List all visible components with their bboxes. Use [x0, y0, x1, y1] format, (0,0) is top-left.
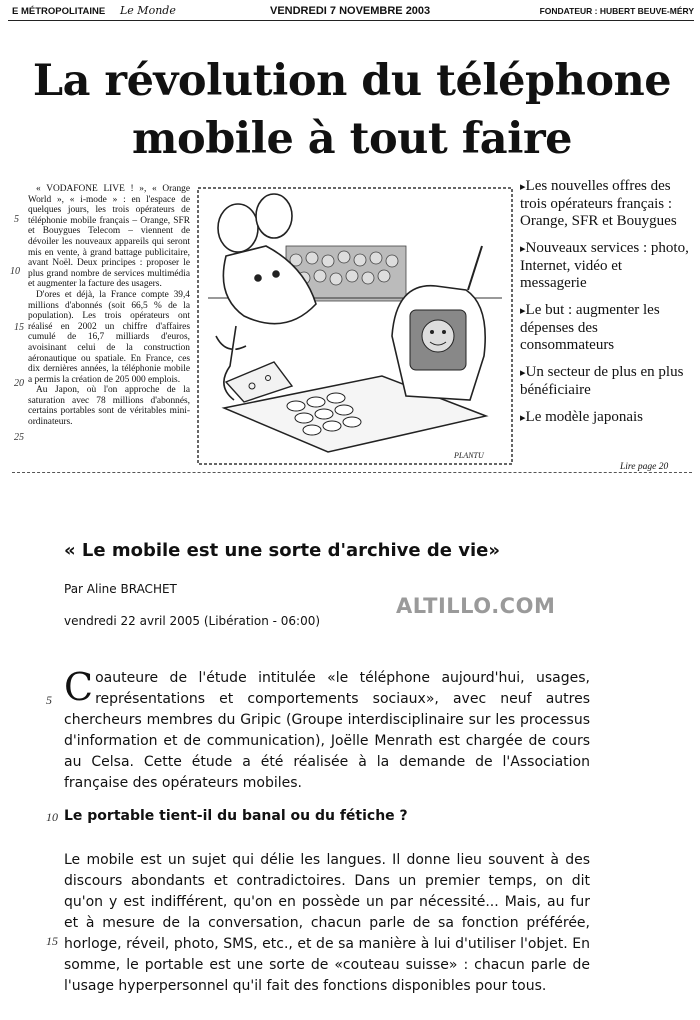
article-subhead: Le portable tient-il du banal ou du fétiche ? — [64, 808, 408, 824]
masthead-paper: Le Monde — [120, 4, 176, 17]
line-number: 15 — [46, 934, 58, 948]
dropcap: C — [64, 665, 94, 709]
arrow-icon: ▸ — [520, 367, 526, 379]
arrow-icon: ▸ — [520, 243, 526, 255]
arrow-icon: ▸ — [520, 181, 526, 193]
lead-paragraph-1: « VODAFONE LIVE ! », « Orange World », « i-mode » : en l'espace de quelques jours, les trois opérateurs de téléphonie mobile français – Orange, SFR et Bouygues Telecom – viennent de dévoiler les nouveaux appareils qui seront mis en vente, à grand battage publicitaire, avant Noël. Deux principes : proposer le plus grand nombre de services multimédia et augmenter la facture des usagers. — [28, 184, 190, 290]
line-number: 5 — [14, 214, 19, 225]
list-item: ▸Le but : augmenter les dépenses des consommateurs — [520, 302, 660, 353]
divider — [12, 472, 692, 473]
article-intro — [64, 665, 590, 794]
list-item: ▸Nouveaux services : photo, Internet, vidéo et messagerie — [520, 240, 689, 291]
lead-paragraph-2: D'ores et déjà, la France compte 39,4 millions d'abonnés (soit 66,5 % de la population). Les trois opérateurs ont réalisé en 2002 un chiffre d'affaires cumulé de 16,7 milliards d'euros, avoisinant celui de la construction aéronautique ou spatiale. En France, ces dix dernières années, la téléphonie mobile a permis la création de 205 000 emplois. — [28, 289, 190, 385]
body-paragraph: Le mobile est un sujet qui délie les langues. Il donne lieu souvent à des discours abondants et contradictoires. Dans un premier temps, on dit qu'on y est indifférent, qu'on en possède un par nécessité... Mais, au fur et à mesure de la conversation, chacun parle de sa fonction préférée, horloge, réveil, photo, SMS, etc., et de sa manière à lui d'utiliser l'objet. En somme, le portable est une sorte de «couteau suisse» : chacun parle de l'usage hyperpersonnel qu'il fait des fonctions disponibles pour tous. — [64, 852, 590, 994]
article-body — [64, 850, 590, 997]
continued-on-page: Lire page 20 — [620, 462, 669, 472]
masthead-section: E MÉTROPOLITAINE — [12, 6, 106, 17]
line-number: 25 — [14, 432, 24, 443]
article-date: vendredi 22 avril 2005 (Libération - 06:00) — [64, 614, 321, 628]
list-item: ▸Un secteur de plus en plus bénéficiaire — [520, 364, 684, 398]
bullet-list — [520, 178, 692, 437]
line-number: 10 — [46, 810, 58, 824]
lead-paragraph-3: Au Japon, où l'on approche de la saturation avec 78 millions d'abonnés, certains portables sont de véritables mini-ordinateurs. — [28, 385, 190, 428]
headline-line-1: La révolution du téléphone — [32, 56, 672, 106]
line-number: 20 — [14, 378, 24, 389]
masthead-date: VENDREDI 7 NOVEMBRE 2003 — [270, 5, 431, 17]
article-title: « Le mobile est une sorte d'archive de vie» — [64, 540, 500, 561]
line-number: 15 — [14, 322, 24, 333]
list-item: ▸Les nouvelles offres des trois opérateurs français : Orange, SFR et Bouygues — [520, 178, 677, 229]
arrow-icon: ▸ — [520, 305, 526, 317]
line-number: 10 — [10, 266, 20, 277]
article-author: Par Aline BRACHET — [64, 582, 177, 596]
lead-article — [28, 184, 190, 428]
masthead-founder: FONDATEUR : HUBERT BEUVE-MÉRY — [539, 6, 694, 16]
intro-paragraph: oauteure de l'étude intitulée «le téléphone aujourd'hui, usages, représentations et comportements sociaux», avec neuf autres chercheurs membres du Gripic (Groupe interdisciplinaire sur les processus d'information et de communication), Joëlle Menrath est chargée de cours au Celsa. Cette étude a été réalisée à la demande de l'Association française des opérateurs mobiles. — [64, 670, 590, 791]
watermark: ALTILLO.COM — [396, 594, 556, 618]
headline-line-2: mobile à tout faire — [132, 114, 572, 164]
cartoon-illustration — [196, 186, 514, 466]
cartoon-signature: PLANTU — [454, 451, 484, 460]
arrow-icon: ▸ — [520, 412, 526, 424]
list-item: ▸Le modèle japonais — [520, 409, 643, 425]
masthead — [8, 4, 694, 21]
page-title — [12, 52, 692, 168]
line-number: 5 — [46, 693, 52, 707]
